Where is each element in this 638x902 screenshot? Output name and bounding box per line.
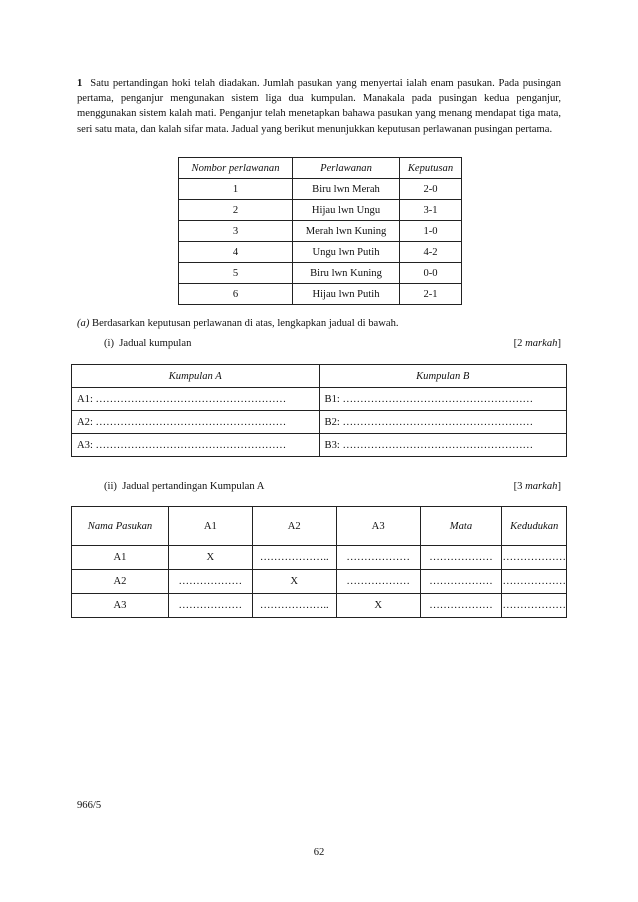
answer-blank[interactable]: ……………… (502, 570, 567, 594)
part-a-label: (a) (77, 318, 90, 329)
group-header-row (72, 365, 567, 388)
table-cell: 1-0 (400, 221, 462, 242)
answer-blank[interactable]: A2: ……………………………………………… (72, 411, 320, 434)
table-row (72, 411, 567, 434)
table-cell: 4-2 (400, 242, 462, 263)
table-cell: 2 (179, 200, 293, 221)
table-cell: Hijau lwn Putih (293, 284, 400, 305)
table-cell: 0-0 (400, 263, 462, 284)
group-header-b: Kumpulan B (319, 365, 567, 388)
table-cell: X (168, 546, 252, 570)
answer-blank[interactable]: ……………… (502, 546, 567, 570)
table-row (179, 242, 462, 263)
answer-blank[interactable]: ……………… (420, 546, 502, 570)
table-cell: 1 (179, 179, 293, 200)
table-cell: 6 (179, 284, 293, 305)
match-header-team: Nama Pasukan (72, 507, 169, 546)
table-row (179, 284, 462, 305)
table-cell: 2-0 (400, 179, 462, 200)
table-row (72, 388, 567, 411)
sub-i-label: (i) (104, 338, 114, 349)
results-table (178, 157, 462, 305)
results-header-cell: Perlawanan (293, 158, 400, 179)
team-cell: A1 (72, 546, 169, 570)
answer-blank[interactable]: B3: ……………………………………………… (319, 434, 567, 457)
match-header-points: Mata (420, 507, 502, 546)
results-header-cell: Nombor perlawanan (179, 158, 293, 179)
question-number: 1 (77, 78, 83, 89)
table-cell: 5 (179, 263, 293, 284)
table-cell: 3-1 (400, 200, 462, 221)
sub-ii-label: (ii) (104, 481, 117, 492)
results-header-cell: Keputusan (400, 158, 462, 179)
answer-blank[interactable]: ……………….. (252, 546, 336, 570)
paper-code: 966/5 (77, 800, 102, 811)
group-header-a: Kumpulan A (72, 365, 320, 388)
answer-blank[interactable]: ……………… (502, 594, 567, 618)
answer-blank[interactable]: ……………… (336, 570, 420, 594)
table-row (72, 594, 567, 618)
sub-i-text: Jadual kumpulan (119, 338, 192, 349)
table-row (179, 263, 462, 284)
table-row (179, 200, 462, 221)
table-cell: 2-1 (400, 284, 462, 305)
table-cell: Biru lwn Kuning (293, 263, 400, 284)
group-table (71, 364, 567, 457)
table-row (72, 570, 567, 594)
table-cell: 3 (179, 221, 293, 242)
sub-question-i (104, 338, 561, 349)
table-cell: 4 (179, 242, 293, 263)
part-a-instruction (77, 318, 561, 329)
answer-blank[interactable]: ……………… (168, 570, 252, 594)
team-cell: A2 (72, 570, 169, 594)
table-row (179, 221, 462, 242)
team-cell: A3 (72, 594, 169, 618)
sub-ii-text: Jadual pertandingan Kumpulan A (122, 481, 265, 492)
match-header-rank: Kedudukan (502, 507, 567, 546)
table-row (72, 546, 567, 570)
table-cell: X (252, 570, 336, 594)
table-cell: Hijau lwn Ungu (293, 200, 400, 221)
question-text: Satu pertandingan hoki telah diadakan. Jumlah pasukan yang menyertai ialah enam pasukan. Pada pusingan pertama, penganjur mengunakan sistem liga dua kumpulan. Manakala pada pusingan kedua penganjur, menggunakan sistem kalah mati. Penganjur telah menetapkan bahawa pasukan yang menang mendapat tiga mata, seri satu mata, dan kalah sifar mata. Jadual yang berikut menunjukkan keputusan perlawanan pusingan pertama. (77, 78, 561, 135)
match-header-a1: A1 (168, 507, 252, 546)
answer-blank[interactable]: A3: ……………………………………………… (72, 434, 320, 457)
table-cell: Ungu lwn Putih (293, 242, 400, 263)
part-a-text: Berdasarkan keputusan perlawanan di atas, lengkapkan jadual di bawah. (92, 318, 399, 329)
table-cell: X (336, 594, 420, 618)
answer-blank[interactable]: ……………… (420, 570, 502, 594)
answer-blank[interactable]: ……………… (168, 594, 252, 618)
match-table (71, 506, 567, 618)
answer-blank[interactable]: ……………… (420, 594, 502, 618)
table-cell: Biru lwn Merah (293, 179, 400, 200)
match-header-a2: A2 (252, 507, 336, 546)
table-cell: Merah lwn Kuning (293, 221, 400, 242)
page-number: 62 (313, 847, 325, 858)
results-header-row (179, 158, 462, 179)
answer-blank[interactable]: A1: ……………………………………………… (72, 388, 320, 411)
table-row (72, 434, 567, 457)
sub-i-marks: [2 markah] (513, 338, 561, 349)
answer-blank[interactable]: B1: ……………………………………………… (319, 388, 567, 411)
question-paragraph (77, 76, 561, 137)
match-header-row (72, 507, 567, 546)
answer-blank[interactable]: B2: ……………………………………………… (319, 411, 567, 434)
sub-question-ii (104, 481, 561, 492)
table-row (179, 179, 462, 200)
sub-ii-marks: [3 markah] (513, 481, 561, 492)
answer-blank[interactable]: ……………… (336, 546, 420, 570)
answer-blank[interactable]: ……………….. (252, 594, 336, 618)
match-header-a3: A3 (336, 507, 420, 546)
